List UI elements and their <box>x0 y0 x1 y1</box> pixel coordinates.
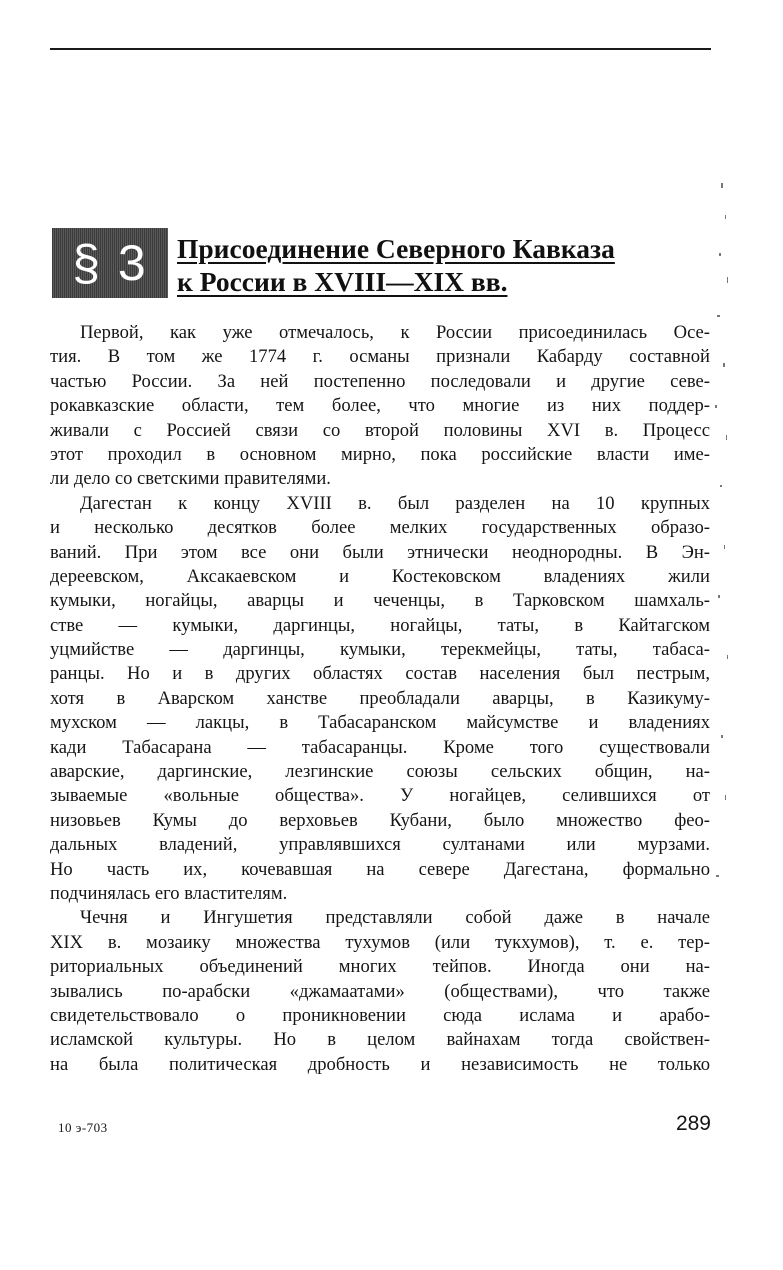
text-line: стве — кумыки, даргинцы, ногайцы, таты, в Кайтагском <box>50 614 710 636</box>
text-line: зываемые «вольные общества». У ногайцев, селившихся от <box>50 785 710 807</box>
text-line: тия. В том же 1774 г. османы признали Кабарду составной <box>50 346 710 368</box>
chapter-title-line-1: Присоединение Северного Кавказа <box>177 233 615 264</box>
body-text <box>50 321 710 1077</box>
text-line: дереевском, Аксакаевском и Костековском владениях жили <box>50 565 710 587</box>
text-line: дальных владений, управлявшихся султанами или мурзами. <box>50 834 710 856</box>
printer-signature: 10 э-703 <box>58 1120 108 1135</box>
text-line: хотя в Аварском ханстве преобладали аварцы, в Казикуму- <box>50 687 710 709</box>
text-line: на была политическая дробность и независимость не только <box>50 1053 710 1075</box>
text-line: Но часть их, кочевавшая на севере Дагестана, формально <box>50 858 710 880</box>
text-line: аварские, даргинские, лезгинские союзы сельских общин, на- <box>50 761 710 783</box>
text-line: мухском — лакцы, в Табасаранском майсумстве и владениях <box>50 712 710 734</box>
text-line: риториальных объединений многих тейпов. Иногда они на- <box>50 956 710 978</box>
text-line: и несколько десятков более мелких государственных образо- <box>50 517 710 539</box>
text-line: уцмийстве — даргинцы, кумыки, терекмейцы, таты, табаса- <box>50 639 710 661</box>
section-number-badge: § 3 <box>52 228 168 298</box>
chapter-title <box>177 232 697 298</box>
text-line: рокавказские области, тем более, что многие из них поддер- <box>50 395 710 417</box>
text-line: свидетельствовало о проникновении сюда ислама и арабо- <box>50 1004 710 1026</box>
text-line: живали с Россией связи со второй половины XVI в. Процесс <box>50 419 710 441</box>
text-line: низовьев Кумы до верховьев Кубани, было множество фео- <box>50 809 710 831</box>
text-line: исламской культуры. Но в целом вайнахам тогда свойствен- <box>50 1029 710 1051</box>
text-line: этот проходил в основном мирно, пока российские власти име- <box>50 443 710 465</box>
text-line: ли дело со светскими правителями. <box>50 468 331 490</box>
chapter-title-line-2: к России в XVIII—XIX вв. <box>177 266 508 297</box>
text-line: ранцы. Но и в других областях состав населения был пестрым, <box>50 663 710 685</box>
text-line: XIX в. мозаику множества тухумов (или тукхумов), т. е. тер- <box>50 931 710 953</box>
top-rule <box>50 48 711 50</box>
text-line: ваний. При этом все они были этнически неоднородны. В Эн- <box>50 541 710 563</box>
scan-margin-noise <box>707 175 731 935</box>
text-line: подчинялась его властителям. <box>50 882 288 904</box>
text-line: зывались по-арабски «джамаатами» (обществами), что также <box>50 980 710 1002</box>
text-line: кумыки, ногайцы, аварцы и чеченцы, в Тарковском шамхаль- <box>50 590 710 612</box>
text-line: частью России. За ней постепенно последовали и другие севе- <box>50 370 710 392</box>
text-line: кади Табасарана — табасаранцы. Кроме того существовали <box>50 736 710 758</box>
text-line: Дагестан к концу XVIII в. был разделен на 10 крупных <box>80 492 710 514</box>
page-number: 289 <box>675 1112 711 1135</box>
text-line: Первой, как уже отмечалось, к России присоединилась Осе- <box>80 322 710 343</box>
text-line: Чечня и Ингушетия представляли собой даже в начале <box>80 907 710 929</box>
